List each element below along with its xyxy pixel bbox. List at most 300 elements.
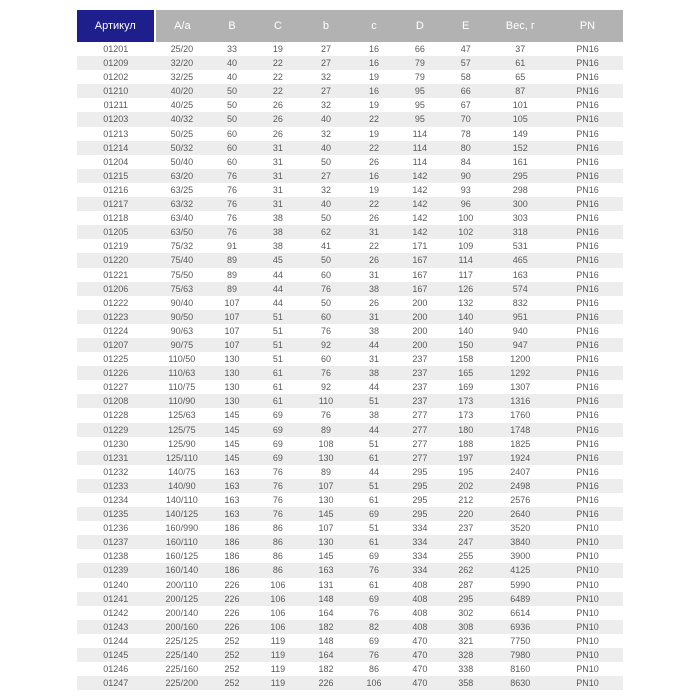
table-cell: 86	[255, 535, 301, 549]
table-cell: 31	[272, 156, 283, 167]
table-cell: 32/20	[155, 56, 210, 70]
table-cell: 186	[224, 523, 240, 534]
table-cell: 161	[512, 156, 528, 167]
table-cell: 79	[397, 56, 443, 70]
table-row	[77, 296, 623, 310]
table-cell: 61	[255, 366, 301, 380]
table-cell: 69	[272, 410, 283, 421]
table-cell: 31	[351, 310, 397, 324]
table-cell: 51	[272, 325, 283, 336]
table-row	[77, 648, 623, 662]
table-cell: 60	[227, 128, 238, 139]
column-header-9: Вес, г	[489, 10, 552, 42]
table-cell: PN16	[576, 325, 599, 336]
table-cell: PN16	[552, 84, 623, 98]
table-cell: 31	[368, 354, 379, 365]
table-cell: 6489	[489, 592, 552, 606]
table-cell: 22	[255, 56, 301, 70]
table-cell: 1924	[489, 451, 552, 465]
table-cell: 58	[460, 72, 471, 83]
table-cell: 252	[209, 648, 255, 662]
table-cell: 32	[320, 100, 331, 111]
table-cell: 70	[443, 112, 489, 126]
table-cell: 262	[443, 563, 489, 577]
table-cell: 287	[458, 579, 474, 590]
table-cell: 01245	[77, 648, 155, 662]
table-cell: 200/110	[165, 579, 198, 590]
table-cell: 19	[368, 128, 379, 139]
table-cell: 61	[272, 382, 283, 393]
table-cell: 89	[209, 253, 255, 267]
table-cell: 26	[368, 297, 379, 308]
column-header-5: b	[301, 10, 351, 42]
table-cell: 226	[224, 579, 240, 590]
table-cell: 26	[255, 112, 301, 126]
table-cell: 31	[255, 169, 301, 183]
table-cell: 295	[412, 495, 428, 505]
table-cell: 237	[397, 366, 443, 380]
table-cell: 158	[458, 354, 474, 365]
table-cell: 163	[209, 479, 255, 493]
table-cell: 60	[301, 310, 351, 324]
table-cell: 163	[224, 466, 240, 477]
table-cell: 76	[351, 648, 397, 662]
table-cell: 95	[397, 112, 443, 126]
table-cell: 334	[412, 551, 428, 562]
table-cell: 01237	[77, 535, 155, 549]
table-cell: 31	[255, 197, 301, 211]
table-cell: 69	[255, 423, 301, 437]
table-cell: 142	[397, 197, 443, 211]
table-cell: 40/32	[155, 112, 210, 126]
table-cell: 130	[209, 366, 255, 380]
table-row	[77, 479, 623, 493]
table-cell: 75/40	[155, 253, 210, 267]
table-cell: 186	[209, 535, 255, 549]
table-cell: 01213	[103, 128, 129, 139]
table-cell: 01225	[103, 354, 129, 365]
table-cell: 57	[443, 56, 489, 70]
table-cell: PN16	[576, 466, 599, 477]
table-cell: 01228	[103, 410, 129, 421]
table-cell: 27	[301, 84, 351, 98]
table-row	[77, 84, 623, 98]
table-cell: 145	[224, 438, 240, 449]
table-cell: 8160	[510, 664, 531, 675]
table-cell: 76	[351, 563, 397, 577]
table-cell: PN10	[552, 592, 623, 606]
table-cell: 32	[320, 184, 331, 195]
table-cell: PN16	[552, 479, 623, 493]
table-cell: PN16	[576, 241, 599, 252]
table-cell: 75/50	[170, 269, 194, 280]
table-cell: 89	[209, 282, 255, 296]
table-cell: 01240	[103, 579, 129, 590]
table-cell: 76	[255, 507, 301, 521]
table-cell: 303	[512, 213, 528, 224]
table-cell: 145	[224, 410, 240, 421]
table-cell: 408	[397, 620, 443, 634]
table-cell: 225/160	[165, 664, 199, 675]
table-cell: 148	[301, 592, 351, 606]
table-cell: 160/110	[155, 535, 210, 549]
table-cell: 51	[368, 523, 379, 534]
table-cell: 200/125	[155, 592, 210, 606]
table-cell: 76	[368, 607, 379, 618]
table-cell: 101	[512, 100, 528, 111]
table-cell: 140/125	[155, 507, 210, 521]
table-cell: 140	[458, 325, 474, 336]
table-cell: PN10	[576, 551, 599, 562]
table-cell: 92	[301, 338, 351, 352]
table-row	[77, 98, 623, 112]
table-cell: 63/50	[155, 225, 210, 239]
table-cell: 106	[255, 620, 301, 634]
table-cell: PN10	[552, 648, 623, 662]
table-cell: 19	[272, 44, 283, 54]
table-cell: 69	[351, 592, 397, 606]
table-cell: 01243	[77, 620, 155, 634]
table-cell: PN10	[576, 607, 599, 618]
table-cell: 32	[320, 72, 331, 83]
table-cell: 31	[255, 141, 301, 155]
table-cell: 38	[351, 282, 397, 296]
table-cell: 16	[368, 44, 379, 54]
table-cell: 470	[397, 676, 443, 690]
table-cell: 01207	[77, 338, 155, 352]
table-cell: 140/110	[165, 495, 198, 505]
table-row	[77, 366, 623, 380]
table-cell: PN16	[576, 269, 599, 280]
table-cell: 01241	[77, 592, 155, 606]
table-cell: PN16	[552, 197, 623, 211]
table-cell: 50/32	[155, 141, 210, 155]
table-cell: 44	[255, 282, 301, 296]
table-cell: 01208	[77, 394, 155, 408]
table-cell: 50/25	[170, 128, 194, 139]
table-cell: 84	[460, 156, 471, 167]
table-cell: 27	[301, 169, 351, 183]
table-cell: 173	[443, 394, 489, 408]
table-cell: 140	[443, 310, 489, 324]
table-cell: 01215	[77, 169, 155, 183]
table-cell: 164	[301, 648, 351, 662]
table-cell: 40	[209, 56, 255, 70]
table-row	[77, 338, 623, 352]
table-cell: 31	[272, 184, 283, 195]
table-cell: 465	[489, 253, 552, 267]
table-cell: 160/140	[155, 563, 210, 577]
table-cell: 148	[318, 635, 334, 646]
table-row	[77, 352, 623, 366]
table-cell: 69	[368, 635, 379, 646]
table-cell: 145	[209, 451, 255, 465]
table-cell: 44	[368, 466, 379, 477]
table-cell: 61	[368, 579, 379, 590]
table-cell: 40	[301, 112, 351, 126]
table-cell: 125/90	[168, 438, 196, 449]
table-cell: 32	[320, 128, 331, 139]
table-cell: 93	[460, 184, 471, 195]
table-cell: PN10	[552, 535, 623, 549]
table-cell: PN16	[552, 169, 623, 183]
table-cell: 89	[227, 269, 238, 280]
table-cell: 940	[512, 325, 528, 336]
table-cell: 69	[255, 451, 301, 465]
table-cell: PN16	[552, 423, 623, 437]
table-cell: 67	[460, 100, 471, 111]
table-cell: 110/63	[155, 366, 210, 380]
table-cell: 66	[414, 44, 425, 54]
table-cell: 110/50	[168, 354, 196, 365]
table-cell: 334	[397, 563, 443, 577]
table-cell: 295	[443, 592, 489, 606]
table-cell: 01239	[77, 563, 155, 577]
column-header-6: c	[351, 10, 397, 42]
table-cell: 01222	[103, 297, 129, 308]
table-cell: 61	[351, 451, 397, 465]
table-cell: 51	[255, 310, 301, 324]
table-cell: 107	[224, 297, 240, 308]
table-cell: 01231	[77, 451, 155, 465]
table-cell: 277	[397, 451, 443, 465]
table-cell: 26	[368, 156, 379, 167]
table-cell: 37	[515, 44, 526, 54]
table-cell: 252	[224, 664, 240, 675]
table-cell: PN16	[576, 354, 599, 365]
table-row	[77, 70, 623, 84]
table-cell: 188	[458, 438, 474, 449]
table-row	[77, 507, 623, 521]
table-cell: 22	[368, 241, 379, 252]
table-cell: 308	[443, 620, 489, 634]
table-cell: 76	[272, 495, 283, 505]
table-cell: 173	[458, 410, 474, 421]
table-cell: 01233	[77, 479, 155, 493]
table-cell: 51	[351, 479, 397, 493]
table-cell: 114	[397, 141, 443, 155]
table-cell: 01210	[77, 84, 155, 98]
table-cell: 01209	[77, 56, 155, 70]
table-cell: 8630	[489, 676, 552, 690]
table-cell: 160/125	[165, 551, 199, 562]
table-cell: 89	[301, 423, 351, 437]
table-cell: 44	[368, 382, 379, 393]
table-cell: 86	[368, 664, 379, 675]
table-row	[77, 423, 623, 437]
table-cell: 237	[397, 394, 443, 408]
table-cell: 295	[397, 507, 443, 521]
table-cell: 145	[318, 551, 334, 562]
table-cell: 255	[458, 551, 474, 562]
table-cell: 38	[368, 410, 379, 421]
table-cell: 114	[443, 253, 489, 267]
table-cell: PN16	[576, 184, 599, 195]
table-body	[77, 42, 623, 690]
table-row	[77, 141, 623, 155]
table-cell: 50	[209, 112, 255, 126]
table-cell: 167	[412, 269, 428, 280]
table-cell: 200	[412, 325, 428, 336]
table-row	[77, 197, 623, 211]
table-cell: 47	[460, 44, 471, 54]
table-cell: 51	[368, 438, 379, 449]
table-cell: 33	[227, 44, 238, 54]
table-cell: 163	[512, 269, 528, 280]
table-cell: 226	[209, 620, 255, 634]
table-cell: 01217	[77, 197, 155, 211]
table-cell: 01227	[103, 382, 129, 393]
table-cell: 225/140	[155, 648, 210, 662]
table-row	[77, 155, 623, 169]
table-cell: 01238	[103, 551, 129, 562]
table-cell: 01204	[103, 156, 129, 167]
table-cell: 86	[272, 551, 283, 562]
table-cell: PN16	[576, 382, 599, 393]
table-row	[77, 380, 623, 394]
table-cell: 01242	[103, 607, 129, 618]
table-cell: 22	[272, 72, 283, 83]
table-cell: 26	[272, 128, 283, 139]
table-cell: 338	[458, 664, 474, 675]
table-cell: 277	[397, 423, 443, 437]
table-cell: 2576	[510, 495, 531, 505]
table-cell: 108	[318, 438, 334, 449]
table-cell: 41	[320, 241, 331, 252]
table-cell: 22	[351, 197, 397, 211]
table-cell: 167	[397, 282, 443, 296]
table-cell: 408	[412, 579, 428, 590]
table-row	[77, 112, 623, 126]
table-cell: 40	[301, 197, 351, 211]
column-header-1: Артикул	[77, 10, 155, 42]
table-cell: PN10	[552, 563, 623, 577]
table-cell: 22	[351, 112, 397, 126]
table-cell: 3900	[510, 551, 531, 562]
table-row	[77, 634, 623, 648]
table-cell: 01205	[77, 225, 155, 239]
table-cell: 142	[397, 169, 443, 183]
table-cell: 66	[443, 84, 489, 98]
table-cell: PN16	[552, 112, 623, 126]
table-cell: 212	[458, 495, 474, 505]
table-cell: 408	[397, 592, 443, 606]
table-cell: 200/140	[165, 607, 199, 618]
table-cell: 125/110	[155, 451, 210, 465]
table-cell: 90	[443, 169, 489, 183]
table-cell: 90/50	[155, 310, 210, 324]
table-cell: 01224	[103, 325, 129, 336]
table-cell: 01216	[103, 184, 129, 195]
table-cell: 96	[443, 197, 489, 211]
table-cell: 225/125	[165, 635, 199, 646]
table-cell: 277	[412, 438, 428, 449]
table-cell: 186	[209, 563, 255, 577]
table-cell: 470	[412, 664, 428, 675]
table-cell: 40/25	[170, 100, 194, 111]
table-cell: 247	[443, 535, 489, 549]
table-cell: 40/20	[155, 84, 210, 98]
table-cell: 90/40	[170, 297, 194, 308]
table-cell: 3840	[489, 535, 552, 549]
table-cell: 19	[368, 72, 379, 83]
table-cell: 38	[272, 213, 283, 224]
table-cell: 200	[412, 297, 428, 308]
table-cell: 226	[224, 607, 240, 618]
table-cell: 50	[320, 297, 331, 308]
table-cell: 140/75	[168, 466, 196, 477]
table-row	[77, 676, 623, 690]
table-cell: 2407	[510, 466, 531, 477]
table-cell: 01246	[103, 664, 129, 675]
table-row	[77, 563, 623, 577]
table-cell: 65	[515, 72, 526, 83]
table-cell: 22	[351, 141, 397, 155]
table-cell: 182	[318, 664, 334, 675]
table-cell: 145	[301, 507, 351, 521]
table-cell: PN10	[576, 523, 599, 534]
table-cell: 163	[301, 563, 351, 577]
table-cell: PN16	[552, 141, 623, 155]
table-row	[77, 493, 623, 507]
table-cell: 01247	[77, 676, 155, 690]
table-cell: PN16	[552, 225, 623, 239]
table-row	[77, 253, 623, 267]
table-row	[77, 451, 623, 465]
table-cell: 150	[443, 338, 489, 352]
table-row	[77, 394, 623, 408]
table-cell: 50	[227, 100, 238, 111]
table-cell: 44	[272, 297, 283, 308]
table-cell: 63/25	[170, 184, 194, 195]
table-cell: 90/75	[155, 338, 210, 352]
table-cell: 01226	[77, 366, 155, 380]
table-cell: 63/20	[155, 169, 210, 183]
table-cell: 163	[209, 507, 255, 521]
table-cell: 130	[224, 382, 240, 393]
table-row	[77, 535, 623, 549]
table-cell: 106	[351, 676, 397, 690]
table-cell: 32/25	[170, 72, 194, 83]
table-cell: 237	[458, 523, 474, 534]
table-cell: 130	[209, 394, 255, 408]
table-cell: 01221	[103, 269, 129, 280]
table-cell: 119	[270, 664, 286, 675]
table-row	[77, 592, 623, 606]
table-cell: 75/32	[170, 241, 194, 252]
table-cell: 86	[255, 563, 301, 577]
table-cell: 334	[397, 535, 443, 549]
table-cell: PN16	[552, 451, 623, 465]
table-cell: PN10	[552, 620, 623, 634]
table-cell: 106	[270, 607, 286, 618]
column-header-8: E	[443, 10, 489, 42]
table-cell: 50	[320, 213, 331, 224]
table-cell: 110/90	[155, 394, 210, 408]
table-row	[77, 578, 623, 592]
table-cell: 31	[351, 225, 397, 239]
table-cell: 119	[270, 635, 286, 646]
table-cell: 44	[351, 338, 397, 352]
table-cell: 226	[209, 592, 255, 606]
table-cell: 22	[255, 84, 301, 98]
table-cell: 16	[351, 84, 397, 98]
table-cell: 119	[255, 676, 301, 690]
table-row	[77, 521, 623, 535]
table-cell: 102	[443, 225, 489, 239]
table-cell: PN16	[576, 100, 599, 111]
table-cell: 26	[351, 253, 397, 267]
